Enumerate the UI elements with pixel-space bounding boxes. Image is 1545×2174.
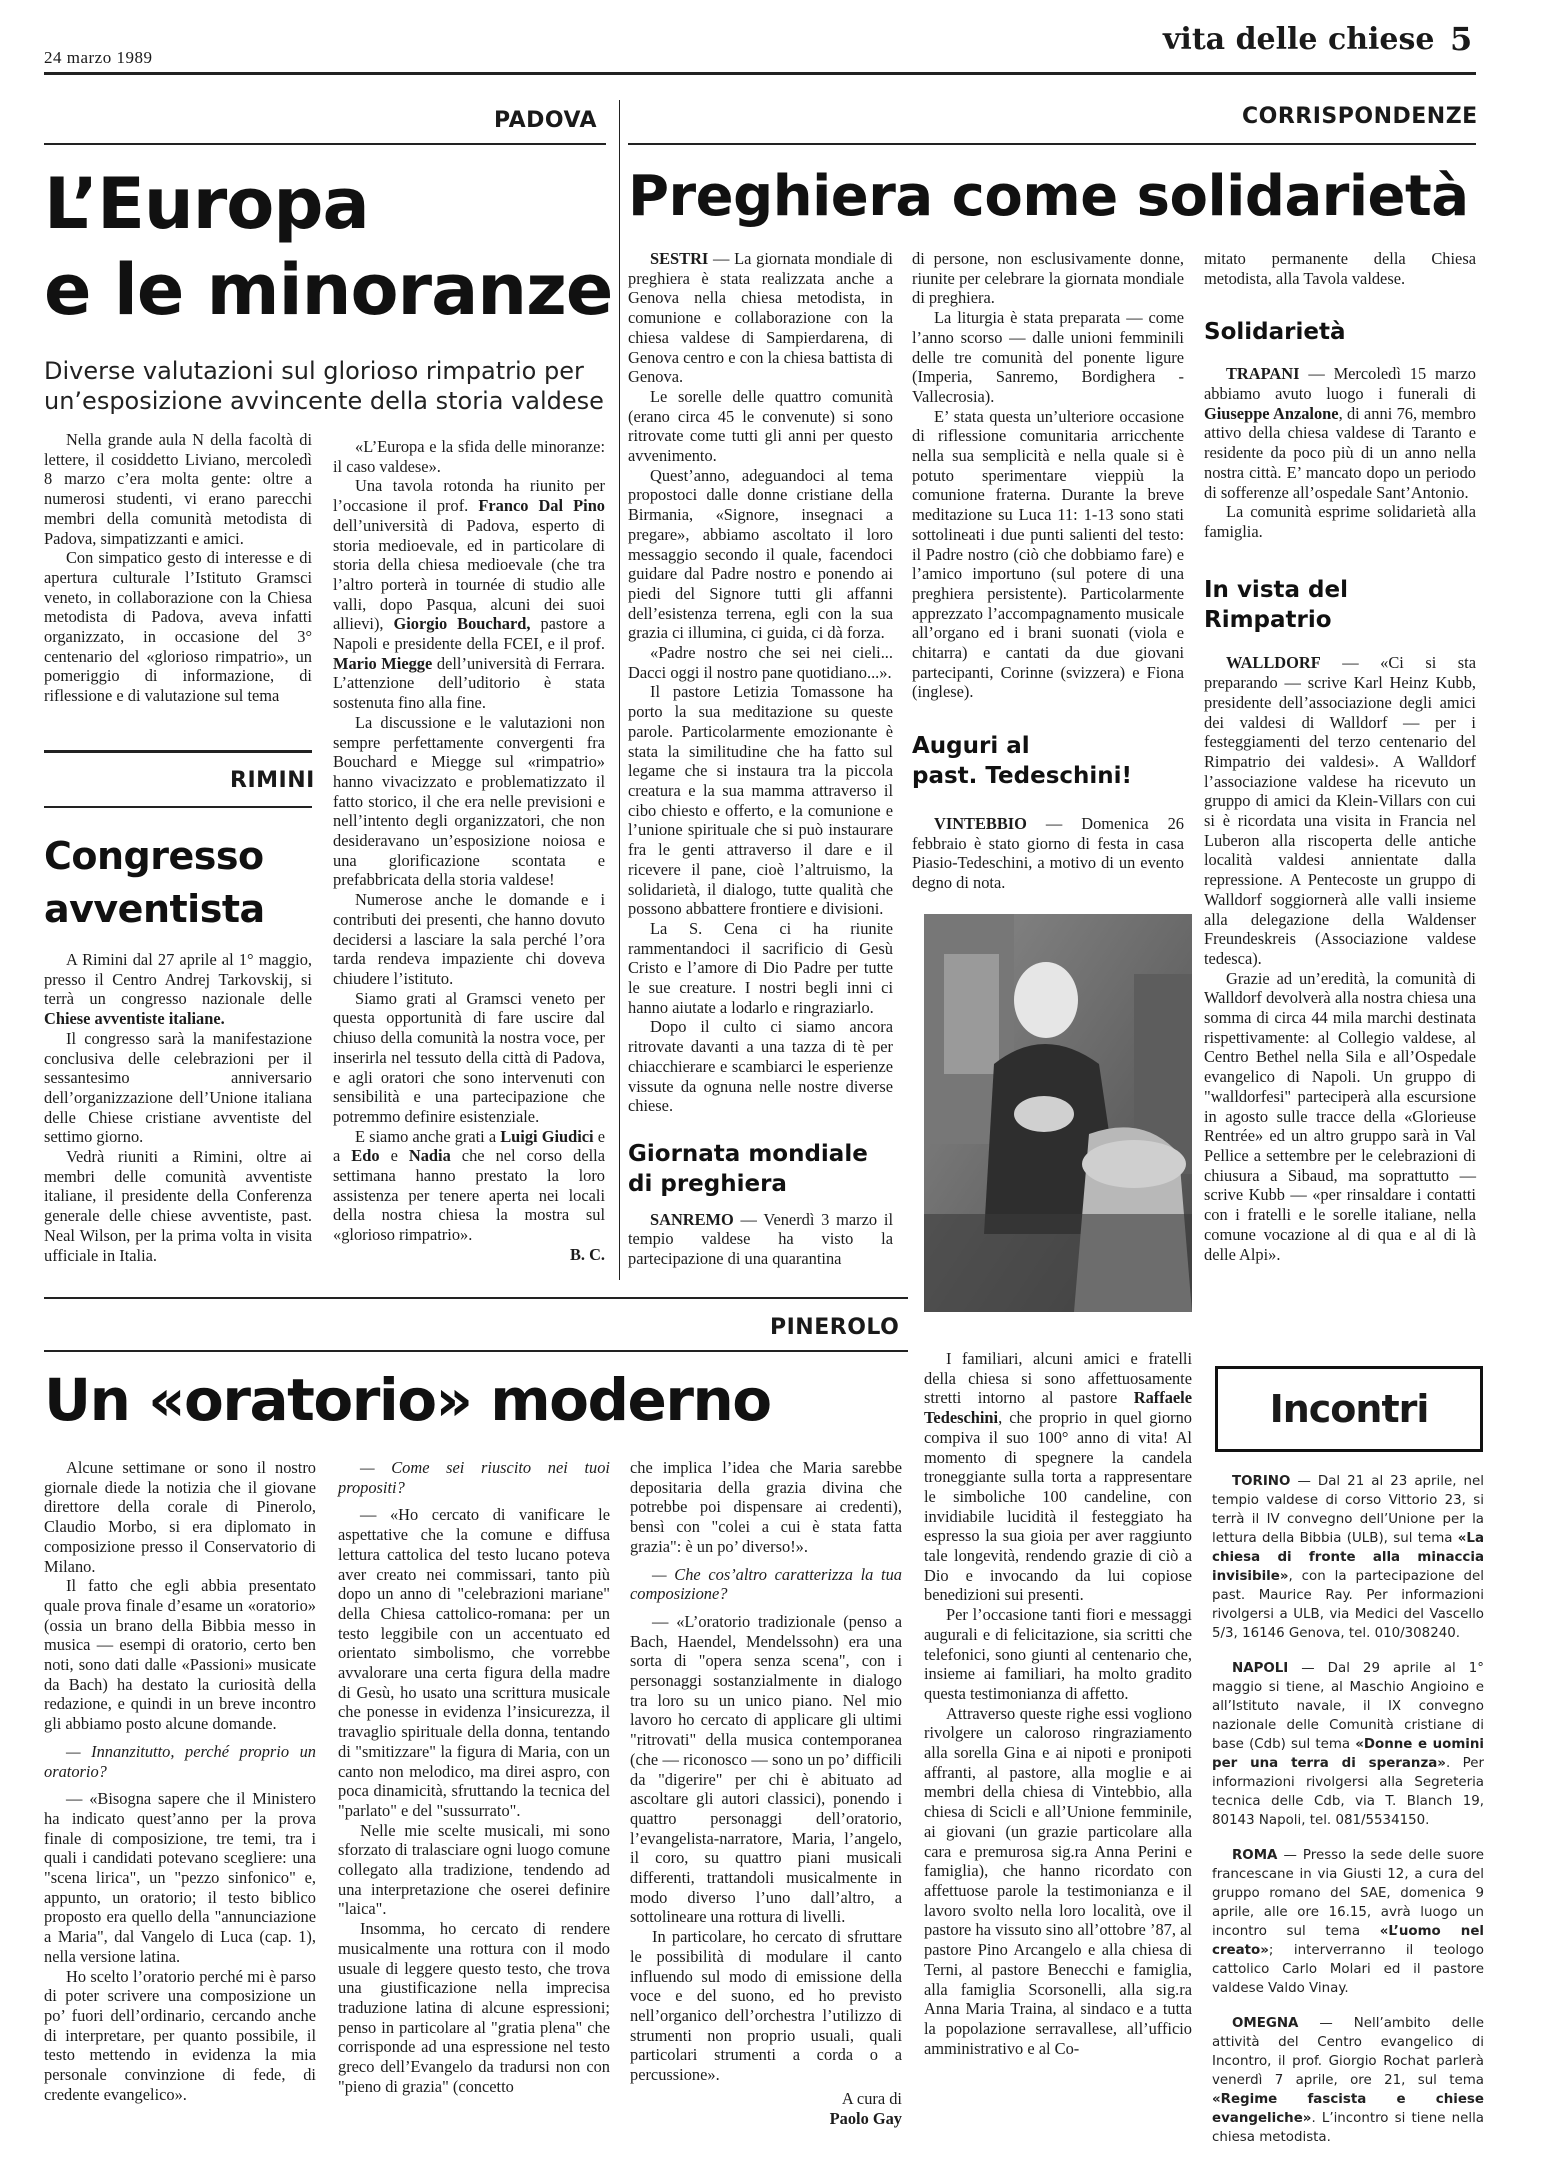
paragraph: Grazie ad un’eredità, la comunità di Walldorf devolverà alla nostra chiesa una somma di circa 44 mila marchi destinata rispettivamente: al Collegio valdese, al Centro Bethel nella Sila e all’Ospedale evangelico di Napoli. Un gruppo di "walldorfesi" parteciperà alla escursione in agosto sulle tracce della «Glorieuse Rentrée» ed un altro gruppo sarà in Val Pellice a settembre per le celebrazioni di chiusura a Sibaud, ma soprattutto — scrive Kubb — «per rinsaldare i contatti con i fratelli e le sorelle italiane, nella comune vocazione al di qua e al di là delle Alpi». <box>1204 968 1476 1264</box>
paragraph <box>628 1210 893 1269</box>
paragraph: — «Ho cercato di vanificare le aspettative che la comune e diffusa lettura cattolica del testo lucano poteva aver creato nei commissari, tanto più dopo un anno di "celebrazioni mariane" della Chiesa cattolico-romana: per un testo leggibile con un accentuato ed orientato simbolismo, che vorrebbe avvalorare una certa figura della madre di Gesù, ho usato una scrittura musicale che ponesse in evidenza l’insicurezza, il travaglio spirituale della donna, tentando di "smitizzare" la figura di Maria, con un canto non melodico, ma direi aspro, con poca dinamicità, sfruttando la tecnica del "parlato" e del "sussurrato". <box>338 1505 610 1820</box>
paragraph: — «Bisogna sapere che il Ministero ha indicato quest’anno per la prova finale di composizione, tre temi, tra i quali i candidati potevano scegliere: una "scena lirica", un "pezzo sinfonico" e, appunto, un oratorio; il testo biblico proposto era quello della "annunciazione a Maria", dal Vangelo di Luca (cap. 1), nella versione latina. <box>44 1789 316 1966</box>
paragraph <box>924 1349 1192 1605</box>
text: — Nell’ambito delle attività del Centro evangelico di Incontro, il prof. Giorgio Rochat parlerà venerdì 7 aprile, ore 21, sul tema <box>1212 2016 1484 2088</box>
section-title-rimpatrio <box>1204 576 1476 636</box>
text: — Dal 29 aprile al 1° maggio si tiene, al Maschio Angioino e all’Istituto navale, il IX convegno nazionale delle Comunità cristiane di base (Cdb) sul tema <box>1212 1661 1484 1752</box>
newspaper-section-title: vita delle chiese <box>1163 22 1435 57</box>
text: Una tavola rotonda ha riunito per l’occasione il prof. <box>333 476 605 516</box>
text: — Mercoledì 15 marzo abbiamo avuto luogo i funerali di <box>1204 364 1476 403</box>
headline-oratorio: Un «oratorio» moderno <box>44 1366 771 1434</box>
paragraph: Nelle mie scelte musicali, mi sono sforzato di tralasciare ogni luogo comune collegato alla tradizione, tendendo ad una interpretazione che oserei definire "laica". <box>338 1820 610 1919</box>
paragraph: Ho scelto l’oratorio perché mi è parso di poter scrivere una composizione un po’ fuori dell’ordinario, cercando anche di interpretare, per quanto possibile, il testo mettendo in evidenza la mia personale convinzione di fede, di credente evangelico». <box>44 1966 316 2104</box>
corrispondenze-column-2 <box>912 249 1184 893</box>
headline-europa-line2: e le minoranze <box>44 248 613 331</box>
place-name: ROMA <box>1232 1848 1278 1863</box>
incontri-title: Incontri <box>1269 1387 1429 1431</box>
photo-illustration <box>924 914 1192 1312</box>
text: — «Ci si sta preparando — scrive Karl Heinz Kubb, presidente dell’associazione degli amici dei valdesi di Walldorf — per i festeggiamenti del terzo centenario del Rimpatrio dei valdesi». A Walldorf l’associazione valdese ha ricevuto un gruppo di amici da Klein-Villars con cui si è ricordata una visita in Francia nel Luberon alla riscoperta delle antiche località valdesi annientate dalla repressione. A Pentecoste un gruppo di Walldorf soggiornerà alle valli insieme alla delegazione della Waldenser Freundeskreis (Associazione valdese tedesca). <box>1204 653 1476 968</box>
text: . Per informazioni rivolgersi alla Segreteria tecnica delle Cdb, via T. Blanch 19, 80143 Napoli, tel. 081/5534150. <box>1212 1756 1484 1828</box>
place-name: WALLDORF <box>1226 653 1321 673</box>
issue-date: 24 marzo 1989 <box>44 48 153 67</box>
padova-column-1 <box>44 430 312 706</box>
paragraph: Nella grande aula N della facoltà di lettere, il cosiddetto Liviano, mercoledì 8 marzo c’era molta gente: oltre a numerosi studenti, vi erano parecchi membri della comunità metodista di Padova, simpatizzanti e amici. <box>44 430 312 548</box>
event-theme: «La chiesa di fronte alla minaccia invisibile» <box>1212 1531 1484 1584</box>
paragraph: Insomma, ho cercato di rendere musicalmente una rottura con il modo usuale di leggere questo testo, che trova una giustificazione nella imprecisa traduzione latina di alcune espressioni; penso in particolare al "gratia plena" che corrisponde ad una espressione nel testo greco dell’Evangelo da tradursi non con "pieno di grazia" (concetto <box>338 1919 610 2096</box>
text: , di anni 76, membro attivo della chiesa valdese di Taranto e residente da poco più di un anno nella nostra città. E’ mancato dopo un periodo di sofferenze all’ospedale Sant’Antonio. <box>1204 403 1476 502</box>
paragraph: Dopo il culto ci siamo ancora ritrovate davanti a una tazza di tè per chiacchierare e scambiarci le esperienze vissute da ognuna nelle nostre diverse chiese. <box>628 1017 893 1116</box>
paragraph: La liturgia è stata preparata — come l’anno scorso — dalle unioni femminili delle tre comunità del ponente ligure (Imperia, Sanremo, Bordighera - Vallecrosia). <box>912 308 1184 406</box>
paragraph: mitato permanente della Chiesa metodista, alla Tavola valdese. <box>1204 249 1476 288</box>
text: e a <box>333 1126 605 1166</box>
pinerolo-column-1 <box>44 1458 316 2105</box>
incontri-column <box>1212 1472 1484 2163</box>
section-title-line: past. Tedeschini! <box>912 763 1133 790</box>
section-title-line: Giornata mondiale <box>628 1140 868 1167</box>
paragraph: La comunità esprime solidarietà alla famiglia. <box>1204 502 1476 541</box>
paragraph <box>333 1127 605 1245</box>
column-separator <box>619 100 620 1280</box>
rimini-rule-top <box>44 750 312 753</box>
paragraph: Attraverso queste righe essi vogliono rivolgere un caloroso ringraziamento alla sorella Gina e ai nipoti e pronipoti affranti, al pastore, alla moglie e ai membri della chiesa di Vintebbio, alla chiesa di Scicli e all’Unione femminile, ai giovani (un grazie particolare alla cara e premurosa sig.ra Anna Perini e famiglia), che hanno ricordato con affettuose parole la testimonianza e il lavoro svolto nella loro località, ove il pastore ha vissuto sino all’ottobre ’87, al pastore Pino Arcangelo e alla chiesa di Terni, al pastore Benecchi e famiglia, alla famiglia Scorsonelli, alla sig.ra Anna Maria Traina, al sindaco e a tutta la popolazione serravallese, all’ufficio amministrativo e al Co- <box>924 1703 1192 2058</box>
rimini-column <box>44 950 312 1265</box>
paragraph: che implica l’idea che Maria sarebbe depositaria della grazia divina che potrebbe poi dispensare ai credenti), bensì con "colei a cui è stata fatta grazia": è un po’ diverso!». <box>630 1458 902 1556</box>
paragraph: Numerose anche le domande e i contributi dei presenti, che hanno dovuto decidersi a lasciare la sala perché l’ora tarda rendeva impaziente chi doveva chiudere l’istituto. <box>333 890 605 988</box>
text: — Dal 21 al 23 aprile, nel tempio valdese di corso Vittorio 23, si terrà il IV convegno dell’Unione per la lettura della Bibbia (ULB), sul tema <box>1212 1474 1484 1546</box>
paragraph: Il fatto che egli abbia presentato quale prova finale d’esame un «oratorio» (ossia un brano della Bibbia messo in musica — esempi di oratorio, certo ben noti, sono dati dalle «Passioni» musicate da Bach) ha destato la curiosità della redazione, e quindi in un breve incontro gli abbiamo posto alcune domande. <box>44 1576 316 1734</box>
event-theme: «Donne e uomini per una terra di speranza» <box>1212 1737 1485 1771</box>
text: — Presso la sede delle suore francescane in via Giusti 12, a cura del gruppo romano del SAE, domenica 9 aprile, alle ore 16.15, avrà luogo un incontro sul tema <box>1212 1848 1484 1939</box>
section-title-line: Auguri al <box>912 733 1030 760</box>
corrispondenze-rule <box>628 143 1476 145</box>
person-name: Giorgio Bouchard, <box>393 614 531 634</box>
place-name: OMEGNA <box>1232 2016 1299 2031</box>
paragraph: In particolare, ho cercato di sfruttare le possibilità di modulare il canto influendo sul modo di emissione della voce e del suono, ed ho previsto nell’organico dell’orchestra l’utilizzo di strumenti non proprio usuali, quali particolari strumenti a corda o a percussione». <box>630 1927 902 2085</box>
person-name: Giuseppe Anzalone <box>1204 403 1339 423</box>
pinerolo-column-2 <box>338 1458 610 2097</box>
interview-question: — Che cos’altro caratterizza la tua composizione? <box>630 1564 902 1604</box>
event-item <box>1212 1659 1484 1830</box>
paragraph: La discussione e le valutazioni non sempre perfettamente convergenti fra Bouchard e Miegge sul «rimpatrio» hanno vivacizzato e problematizzato il fatto storico, il che era nelle previsioni e nell’intento degli organizzatori, che non desideravano un’esposizione noiosa e una glorificazione scontata e prefabbricata della storia valdese! <box>333 712 605 890</box>
section-title-auguri <box>912 732 1184 792</box>
text: ; interverranno il teologo cattolico Carlo Molari ed il pastore valdese Valdo Vinay. <box>1212 1943 1484 1996</box>
place-name: SANREMO <box>650 1209 734 1229</box>
text: . L’incontro si tiene nella chiesa metodista. <box>1212 2111 1484 2145</box>
headline-europa-line1: L’Europa <box>44 163 369 245</box>
kicker-corrispondenze: CORRISPONDENZE <box>1242 104 1478 129</box>
text: che nel corso della settimana hanno prestato la loro assistenza per tenere aperta nei locali della nostra chiesa la mostra sul «glorioso rimpatrio». <box>333 1146 605 1245</box>
section-title-giornata <box>628 1140 893 1200</box>
paragraph: Quest’anno, adeguandoci al tema propostoci dalle donne cristiane della Birmania, «Signore, insegnaci a pregare», abbiamo ascoltato il loro messaggio secondo il quale, facendoci guidare dal Padre nostro e ponendo ai piedi del Signore tutti gli affanni dell’esistenza terrena, egli con la sua grazia ci illumina, ci guida, ci dà forza. <box>628 465 893 643</box>
paragraph: Il congresso sarà la manifestazione conclusiva delle celebrazioni per il sessantesimo anniversario dell’organizzazione dell’Unione italiana delle Chiese cristiane avventiste del settimo giorno. <box>44 1028 312 1147</box>
text: e <box>379 1146 409 1166</box>
paragraph: Per l’occasione tanti fiori e messaggi augurali e di felicitazione, sia scritti che telefonici, sono giunti al centenario che, insieme ai familiari, ha molto gradito questa testimonianza di affetto. <box>924 1605 1192 1703</box>
paragraph: Il pastore Letizia Tomassone ha porto la sua meditazione su queste parole. Particolarmente emozionante è stata la similitudine che ha fatto sul legame che si instaura tra la piccola creatura e la sua mamma attraverso il cibo chiesto e offerto, e la comunione e l’unione spirituale che si può instaurare fra le genti attraverso il dare e il ricevere il pane, cioè l’altruismo, la solidarietà, il dialogo, tutte qualità che possono abbattere frontiere e divisioni. <box>628 682 893 919</box>
text: I familiari, alcuni amici e fratelli della chiesa si sono affettuosamente stretti intorno al pastore <box>924 1349 1192 1408</box>
corrispondenze-column-1 <box>628 249 893 1269</box>
pinerolo-column-3 <box>630 1458 902 2128</box>
paragraph <box>333 476 605 712</box>
author-credit: A cura di <box>841 2088 902 2108</box>
event-item <box>1212 1472 1484 1643</box>
paragraph: — «L’oratorio tradizionale (penso a Bach, Haendel, Mendelssohn) era una sorta di "opera senza scena", con i personaggi sostanzialmente in dialogo tra loro su un unico piano. Nel mio lavoro ho cercato di applicare gli ultimi "ritrovati" della musica contemporanea (che — riconosco — sono un po’ difficili da "digerire" per chi è abituato ad ascoltare gli autori classici), ponendo i quattro personaggi dell’oratorio, l’evangelista-narratore, Maria, l’angelo, il coro, su quattro piani musicali differenti, trattandoli musicalmente in modo diverso l’uno dall’altro, a sottolineare una rottura di livelli. <box>630 1611 902 1927</box>
headline-congresso <box>44 830 265 936</box>
section-title-line: In vista del <box>1204 576 1348 603</box>
place-name: VINTEBBIO <box>934 813 1027 833</box>
paragraph: «L’Europa e la sfida delle minoranze: il caso valdese». <box>333 437 605 476</box>
place-name: TORINO <box>1232 1474 1291 1489</box>
padova-rule <box>44 143 606 145</box>
paragraph <box>44 950 312 1029</box>
bottom-section-rule <box>44 1297 908 1299</box>
place-name: NAPOLI <box>1232 1661 1289 1676</box>
text: , con la partecipazione del past. Maurice Ray. Per informazioni rivolgersi a ULB, via Medici del Vascello 5/3, 16146 Genova, tel. 010/308240. <box>1212 1569 1484 1641</box>
header-rule <box>44 72 1476 75</box>
interview-question: — Come sei riuscito nei tuoi propositi? <box>338 1458 610 1497</box>
author-signature: Paolo Gay <box>829 2108 902 2128</box>
text: , che proprio in quel giorno compiva il suo 100° anno di vita! Al momento di spegnere la candela troneggiante sulla torta a rappresentare le simboliche 100 candeline, con invidiabile lucidità il festeggiato ha espresso la sua gioia per aver raggiunto tale longevità, rendendo grazie di ciò a Dio e invocando da lui copiose benedizioni sui presenti. <box>924 1408 1192 1605</box>
paragraph: di persone, non esclusivamente donne, riunite per celebrare la giornata mondiale di preghiera. <box>912 249 1184 308</box>
event-item <box>1212 2014 1484 2147</box>
section-title-line: Rimpatrio <box>1204 606 1332 633</box>
paragraph <box>912 814 1184 893</box>
rimini-rule-bottom <box>44 806 312 808</box>
paragraph: E’ stata questa un’ulteriore occasione di riflessione comunitaria arricchente nella sua semplicità e nella quale si è potuto sperimentare vieppiù la comunione fraterna. Durante la breve meditazione su Luca 11: 1-13 sono stati sottolineati i due punti salienti del testo: il Padre nostro (ciò che dobbiamo fare) e l’amico importuno (sul potere di una preghiera persistente). Particolarmente apprezzato l’accompagnamento musicale all’organo ed i brani suonati (viola e chitarra) e cantati da due giovani partecipanti, Corinne (svizzera) e Fiona (inglese). <box>912 406 1184 702</box>
person-name: Edo <box>351 1146 380 1166</box>
paragraph <box>1204 364 1476 502</box>
kicker-rimini: RIMINI <box>230 768 315 793</box>
paragraph: Le sorelle delle quattro comunità (erano circa 45 le convenute) si sono ritrovate come tutti gli anni per questo avvenimento. <box>628 386 893 466</box>
text: — Venerdì 3 marzo il tempio valdese ha visto la partecipazione di una quarantina <box>628 1209 893 1269</box>
incontri-box <box>1215 1366 1483 1452</box>
paragraph <box>1204 653 1476 968</box>
event-theme: «L’uomo nel creato» <box>1212 1924 1484 1958</box>
place-name: SESTRI <box>650 249 709 268</box>
headline-preghiera: Preghiera come solidarietà <box>628 164 1469 229</box>
event-item <box>1212 1846 1484 1998</box>
headline-congresso-line1: Congresso <box>44 834 264 878</box>
person-name: Luigi Giudici <box>500 1126 594 1146</box>
text: dell’università di Padova, esperto di storia medioevale, ed in particolare di storia della chiesa medioevale (che tra l’altro porterà in tournée di studio alle valli, dopo Pasqua, alcuni dei suoi allievi), <box>333 515 605 634</box>
person-name: Nadia <box>408 1146 451 1166</box>
text: — La giornata mondiale di preghiera è stata realizzata anche a Genova nella chiesa metodista, in comunione e collaborazione con la chiesa valdese di Sampierdarena, di Genova centro e con la chiesa battista di Genova. <box>628 249 893 387</box>
author-signature: B. C. <box>569 1244 605 1264</box>
paragraph <box>628 249 893 387</box>
page-number: 5 <box>1450 20 1473 58</box>
section-title-solidarieta: Solidarietà <box>1204 319 1346 346</box>
text: pastore a Napoli e presidente della FCEI, e il prof. <box>333 614 605 654</box>
person-name: Raffaele Tedeschini <box>924 1388 1192 1428</box>
organization-name: Chiese avventiste italiane. <box>44 1009 225 1029</box>
event-theme: «Regime fascista e chiese evangeliche» <box>1212 2092 1484 2126</box>
paragraph: Con simpatico gesto di interesse e di apertura culturale l’Istituto Gramsci veneto, in collaborazione con la Chiesa metodista di Padova, aveva infatti organizzato, in occasione del 3° centenario del «glorioso rimpatrio», un pomeriggio di informazione, di riflessione e di valutazione sul tema <box>44 548 312 706</box>
text: E siamo anche grati a <box>355 1126 501 1146</box>
subheadline-europa: Diverse valutazioni sul glorioso rimpatrio per un’esposizione avvincente della storia valdese <box>44 357 604 415</box>
text: dell’università di Ferrara. L’attenzione dell’uditorio è stata sostenuta fino alla fine. <box>333 653 605 713</box>
headline-europa <box>44 163 613 331</box>
photo-tedeschini <box>924 914 1192 1312</box>
paragraph: La S. Cena ci ha riunite rammentandoci il sacrificio di Gesù Cristo e l’amore di Dio Padre per tutte le sue creature. I nostri begli inni ci hanno aiutate a lodarlo e ringraziarlo. <box>628 918 893 1017</box>
text: A Rimini dal 27 aprile al 1° maggio, presso il Centro Andrej Tarkovskij, si terrà un congresso nazionale delle <box>44 950 312 1009</box>
kicker-pinerolo: PINEROLO <box>770 1315 900 1340</box>
person-name: Franco Dal Pino <box>478 496 606 516</box>
pinerolo-rule <box>44 1350 908 1352</box>
interview-question: — Innanzitutto, perché proprio un oratorio? <box>44 1741 316 1781</box>
text: — Domenica 26 febbraio è stato giorno di festa in casa Piasio-Tedeschini, a motivo di un evento degno di nota. <box>912 813 1184 893</box>
paragraph: Siamo grati al Gramsci veneto per questa opportunità di fare uscire dal chiuso della comunità la nostra voce, per inserirla nel tessuto della città di Padova, e agli oratori che sono intervenuti con sensibilità e una partecipazione che potremmo definire esistenziale. <box>333 988 605 1126</box>
paragraph: «Padre nostro che sei nei cieli... Dacci oggi il nostro pane quotidiano...». <box>628 643 893 682</box>
padova-column-2 <box>333 437 605 1265</box>
paragraph: Vedrà riuniti a Rimini, oltre ai membri delle comunità avventiste italiane, il presidente della Conferenza generale delle chiese avventiste, past. Neal Wilson, per la prima volta in visita ufficiale in Italia. <box>44 1147 312 1265</box>
kicker-padova: PADOVA <box>494 108 598 133</box>
place-name: TRAPANI <box>1226 364 1300 384</box>
section-title-line: di preghiera <box>628 1170 787 1197</box>
headline-congresso-line2: avventista <box>44 887 265 932</box>
tedeschini-column <box>924 1349 1192 2058</box>
corrispondenze-column-3 <box>1204 249 1476 1264</box>
person-name: Mario Miegge <box>333 653 433 673</box>
paragraph: Alcune settimane or sono il nostro giornale diede la notizia che il giovane direttore della corale di Pinerolo, Claudio Morbo, si era diplomato in composizione presso il Conservatorio di Milano. <box>44 1458 316 1576</box>
